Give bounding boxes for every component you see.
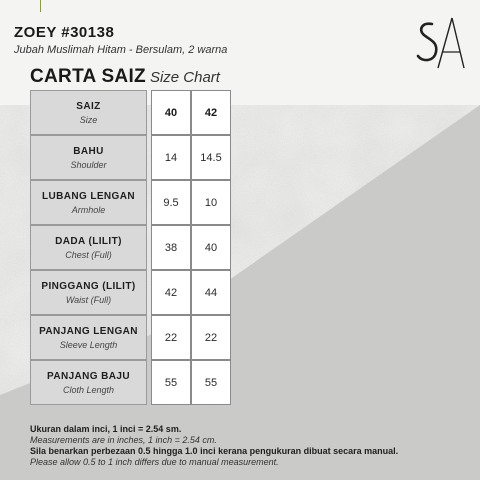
- chart-title-sub: Size Chart: [149, 69, 220, 86]
- row-value-40: 22: [151, 315, 191, 360]
- measurement-notes: [30, 424, 470, 468]
- size-header-40: 40: [151, 90, 191, 135]
- table-row: [30, 315, 231, 360]
- row-label-cell: [30, 270, 147, 315]
- sa-monogram-logo-icon: [408, 16, 470, 70]
- header-label-cell: [30, 90, 147, 135]
- row-sublabel: Chest (Full): [65, 249, 112, 260]
- table-row: [30, 360, 231, 405]
- note-tolerance-english: Please allow 0.5 to 1 inch differs due to manual measurement.: [30, 457, 279, 467]
- row-label: BAHU: [73, 145, 104, 157]
- row-value-40: 14: [151, 135, 191, 180]
- row-value-40: 38: [151, 225, 191, 270]
- chart-title: [30, 66, 220, 88]
- row-label-cell: [30, 135, 147, 180]
- row-label: LUBANG LENGAN: [42, 190, 135, 202]
- row-label: DADA (LILIT): [55, 235, 122, 247]
- row-sublabel: Cloth Length: [62, 384, 115, 395]
- accent-line: [40, 0, 41, 12]
- row-label-cell: [30, 360, 147, 405]
- row-value-40: 55: [151, 360, 191, 405]
- row-value-42: 55: [191, 360, 231, 405]
- header-label: SAIZ: [76, 100, 101, 112]
- row-label-cell: [30, 180, 147, 225]
- table-row: [30, 225, 231, 270]
- row-sublabel: Waist (Full): [65, 294, 112, 305]
- chart-title-main: CARTA SAIZ: [30, 66, 146, 87]
- row-value-40: 42: [151, 270, 191, 315]
- row-value-42: 10: [191, 180, 231, 225]
- row-label-cell: [30, 315, 147, 360]
- note-inches-malay: Ukuran dalam inci, 1 inci = 2.54 sm.: [30, 424, 182, 434]
- table-row: [30, 180, 231, 225]
- row-label-cell: [30, 225, 147, 270]
- table-row: [30, 135, 231, 180]
- row-value-42: 44: [191, 270, 231, 315]
- row-sublabel: Armhole: [71, 204, 106, 215]
- note-tolerance-malay: Sila benarkan perbezaan 0.5 hingga 1.0 inci kerana pengukuran dibuat secara manual.: [30, 446, 399, 456]
- product-name: Jubah Muslimah Hitam - Bersulam, 2 warna: [14, 44, 228, 56]
- row-sublabel: Shoulder: [70, 159, 107, 170]
- row-sublabel: Sleeve Length: [59, 339, 118, 350]
- product-code: ZOEY #30138: [14, 24, 115, 41]
- table-header-row: [30, 90, 231, 135]
- row-value-42: 22: [191, 315, 231, 360]
- size-table: [30, 90, 231, 405]
- row-value-42: 40: [191, 225, 231, 270]
- header-sublabel: Size: [79, 114, 98, 125]
- row-label: PANJANG BAJU: [47, 370, 130, 382]
- table-row: [30, 270, 231, 315]
- row-value-40: 9.5: [151, 180, 191, 225]
- row-value-42: 14.5: [191, 135, 231, 180]
- row-label: PINGGANG (LILIT): [41, 280, 136, 292]
- note-inches-english: Measurements are in inches, 1 inch = 2.54 cm.: [30, 435, 217, 445]
- row-label: PANJANG LENGAN: [39, 325, 138, 337]
- size-header-42: 42: [191, 90, 231, 135]
